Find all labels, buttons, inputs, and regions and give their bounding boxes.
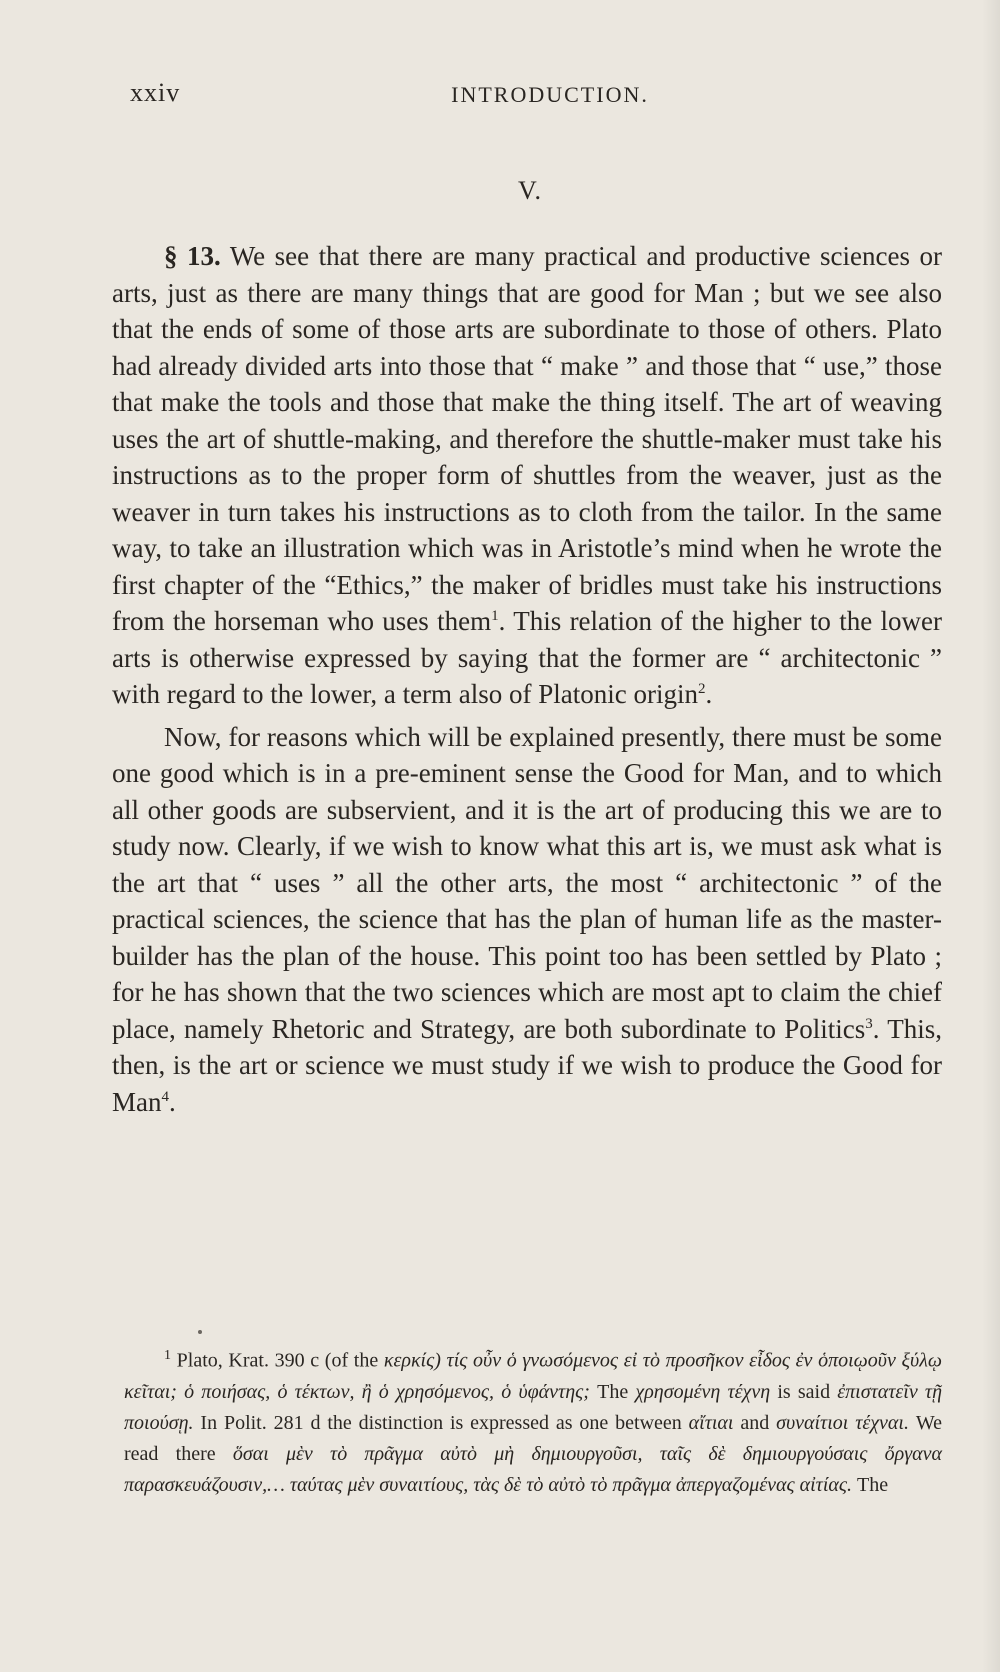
paragraph-1 <box>112 238 942 713</box>
footnote-divider-dot <box>198 1330 202 1334</box>
fn-text-7: The <box>852 1473 889 1496</box>
running-head: INTRODUCTION. <box>451 82 649 107</box>
paragraph-1-text-b: . This relation of the higher to the lower arts is otherwise expressed by saying that the former are “ architectonic ” with regard to the lower, a term also of Platonic origin <box>112 606 942 709</box>
footnote-ref-3: 3 <box>865 1015 873 1032</box>
footnote-1 <box>124 1340 942 1501</box>
footnote-ref-2: 2 <box>698 681 706 697</box>
footnote-ref-4: 4 <box>161 1088 169 1105</box>
section-mark: § 13. <box>164 241 221 271</box>
footnote-1-text <box>124 1340 942 1501</box>
paragraph-2-text-c: . <box>169 1086 176 1117</box>
footnote-marker: 1 <box>164 1348 171 1363</box>
paragraph-2-text-a: Now, for reasons which will be explained presently, there must be some one good which is in a pre-eminent sense the Good for Man, and to which all other goods are subservient, and it is the art of producing this we are to study now. Clearly, if we wish to know what this art is, we must ask what is the art that “ uses ” all the other arts, the most “ architectonic ” of the practical sciences, the science that has the plan of human life as the master-builder has the plan of the house. This point too has been settled by Plato ; for he has shown that the two sciences which are most apt to claim the chief place, namely Rhetoric and Strategy, are both subordinate to Politics <box>112 721 942 1044</box>
fn-text-4: In Polit. 281 d the distinction is expressed as one between <box>193 1411 689 1434</box>
fn-text-6: We read there <box>124 1411 942 1465</box>
fn-text-5: and <box>733 1411 777 1434</box>
fn-greek-4: αἴτιαι <box>688 1411 734 1434</box>
fn-greek-5: συναίτιοι τέχναι. <box>776 1411 909 1434</box>
fn-greek-2: χρησομένη τέχνη <box>635 1380 771 1403</box>
paragraph-1-text-c: . <box>705 679 713 709</box>
section-numeral: V. <box>518 176 542 205</box>
fn-text-1: Plato, Krat. 390 c (of the <box>171 1349 384 1372</box>
fn-text-2: The <box>589 1380 636 1403</box>
fn-greek-3: ἐπιστατεῖν τῇ ποιούσῃ. <box>124 1380 943 1434</box>
footnote-ref-1: 1 <box>491 608 499 624</box>
page-number: xxiv <box>130 78 181 107</box>
fn-greek-1: κερκίς) τίς οὖν ὁ γνωσόμενος εἰ τὸ προσῆκον εἶδος ἐν ὁποιῳοῦν ξύλῳ κεῖται; ὁ ποιήσας, ὁ τέκτων, ἢ ὁ χρησόμενος, ὁ ὑφάντης; <box>124 1349 943 1403</box>
paragraph-2 <box>112 719 942 1121</box>
fn-text-3: is said <box>770 1380 838 1403</box>
paragraph-1-text-a: We see that there are many practical and productive sciences or arts, just as there are many things that are good for Man ; but we see also that the ends of some of those arts are subordinate to those of others. Plato had already divided arts into those that “ make ” and those that “ use,” those that make the tools and those that make the thing itself. The art of weaving uses the art of shuttle-making, and therefore the shuttle-maker must take his instructions as to the proper form of shuttles from the weaver, just as the weaver in turn takes his instructions as to cloth from the tailor. In the same way, to take an illustration which was in Aristotle’s mind when he wrote the first chapter of the “Ethics,” the maker of bridles must take his instructions from the horseman who uses them <box>112 241 943 636</box>
fn-greek-6: ὅσαι μὲν τὸ πρᾶγμα αὐτὸ μὴ δημιουργοῦσι, ταῖς δὲ δημιουργούσαις ὄργανα παρασκευάζουσιν,… ταύτας μὲν συναιτίους, τὰς δὲ τὸ αὐτὸ τὸ πρᾶγμα ἀπεργαζομένας αἰτίας. <box>124 1442 943 1496</box>
body-text <box>112 238 942 1120</box>
page-header <box>130 78 930 118</box>
paragraph-2-text-b: . This, then, is the art or science we must study if we wish to produce the Good for Man <box>112 1013 942 1117</box>
